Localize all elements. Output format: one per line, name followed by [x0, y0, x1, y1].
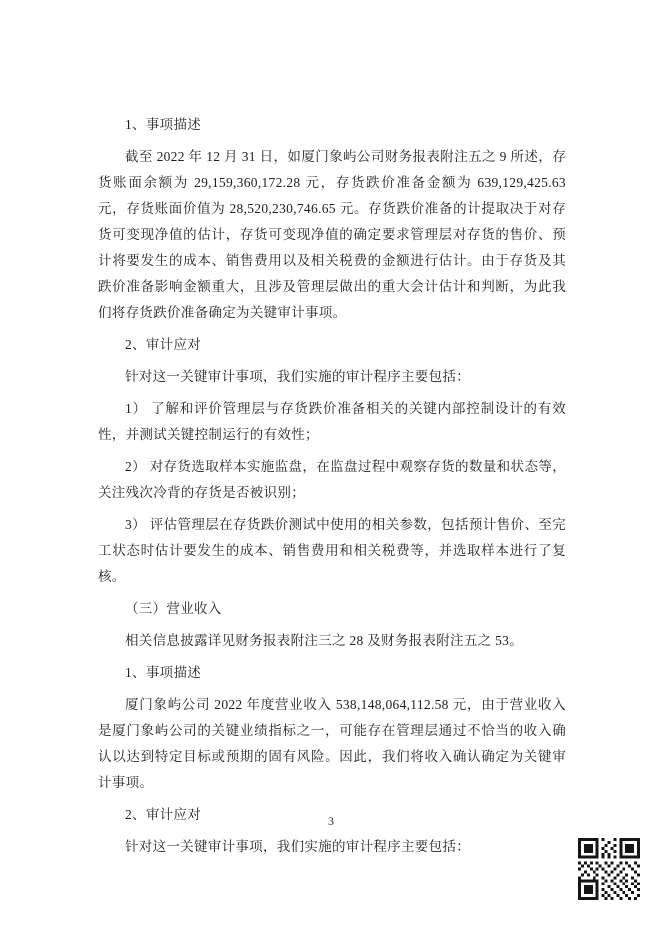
- body-paragraph: 针对这一关键审计事项，我们实施的审计程序主要包括：: [125, 839, 470, 854]
- section-heading: 1、事项描述: [125, 117, 202, 132]
- page-footer: [0, 814, 662, 829]
- page-number: 3: [328, 814, 334, 828]
- body-paragraph: 相关信息披露详见财务报表附注三之 28 及财务报表附注五之 53。: [125, 633, 524, 648]
- list-item: 2） 对存货选取样本实施监盘，在监盘过程中观察存货的数量和状态等，关注残次冷背的存货是否被识别；: [98, 459, 566, 500]
- document-content: [98, 112, 566, 866]
- section-heading: 2、审计应对: [125, 807, 202, 822]
- section-heading: 1、事项描述: [125, 665, 202, 680]
- body-paragraph: 针对这一关键审计事项，我们实施的审计程序主要包括：: [125, 369, 470, 384]
- section-heading: （三）营业收入: [125, 601, 222, 616]
- list-item: 3） 评估管理层在存货跌价测试中使用的相关参数，包括预计售价、至完工状态时估计要发生的成本、销售费用和相关税费等，并选取样本进行了复核。: [98, 517, 566, 584]
- body-paragraph: 厦门象屿公司 2022 年度营业收入 538,148,064,112.58 元，由于营业收入是厦门象屿公司的关键业绩指标之一，可能存在管理层通过不恰当的收入确认以达到特定目标或预期的固有风险。因此，我们将收入确认确定为关键审计事项。: [98, 697, 566, 790]
- body-paragraph: 截至 2022 年 12 月 31 日，如厦门象屿公司财务报表附注五之 9 所述，存货账面余额为 29,159,360,172.28 元，存货跌价准备金额为 639,129,425.63 元，存货账面价值为 28,520,230,746.65 元。存货跌价准备的计提取决于对存货可变现净值的估计，存货可变现净值的确定要求管理层对存货的售价、预计将要发生的成本、销售费用以及相关税费的金额进行估计。由于存货及其跌价准备影响金额重大，且涉及管理层做出的重大会计估计和判断，为此我们将存货跌价准备确定为关键审计事项。: [98, 149, 566, 320]
- section-heading: 2、审计应对: [125, 337, 202, 352]
- qr-code-icon: [578, 838, 640, 900]
- list-item: 1） 了解和评价管理层与存货跌价准备相关的关键内部控制设计的有效性，并测试关键控制运行的有效性；: [98, 401, 566, 442]
